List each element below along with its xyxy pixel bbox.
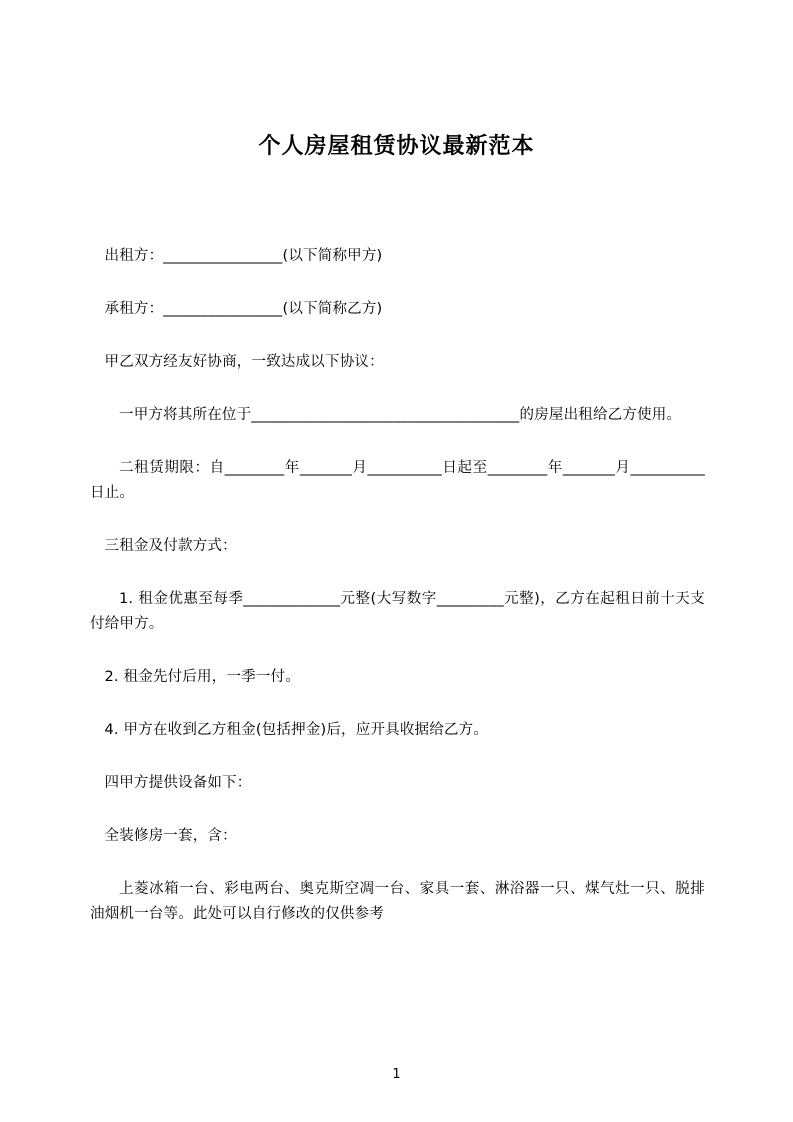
- paragraph-agreement-intro: 甲乙双方经友好协商，一致达成以下协议：: [104, 354, 384, 371]
- paragraph-lessee: 承租方：________________(以下简称乙方): [104, 301, 383, 318]
- paragraph-clause-three-item-1: 1. 租金优惠至每季_____________元整(大写数字_________元整)，乙方在起租日前十天支付给甲方。: [90, 590, 705, 632]
- paragraph-clause-three: 三租金及付款方式：: [104, 538, 237, 555]
- paragraph-clause-two: 二租赁期限：自________年_______月__________日起至________年_______月__________日止。: [90, 460, 705, 502]
- paragraph-equipment-list: 上菱冰箱一台、彩电两台、奥克斯空凋一台、家具一套、淋浴器一只、煤气灶一只、脱排油烟机一台等。此处可以自行修改的仅供参考: [90, 880, 705, 922]
- paragraph-clause-one: 一甲方将其所在位于____________________________________的房屋出租给乙方使用。: [119, 407, 682, 424]
- paragraph-clause-three-item-2: 2. 租金先付后用，一季一付。: [104, 668, 300, 685]
- paragraph-equipment-intro: 全装修房一套，含：: [104, 827, 237, 844]
- document-body: [0, 244, 793, 926]
- page-title: 个人房屋租赁协议最新范本: [258, 134, 535, 159]
- page-number: 1: [392, 1067, 401, 1082]
- paragraph-lessor: 出租方：________________(以下简称甲方): [104, 248, 383, 265]
- paragraph-clause-three-item-4: 4. 甲方在收到乙方租金(包括押金)后，应开具收据给乙方。: [104, 721, 489, 738]
- paragraph-clause-four: 四甲方提供设备如下：: [104, 774, 252, 791]
